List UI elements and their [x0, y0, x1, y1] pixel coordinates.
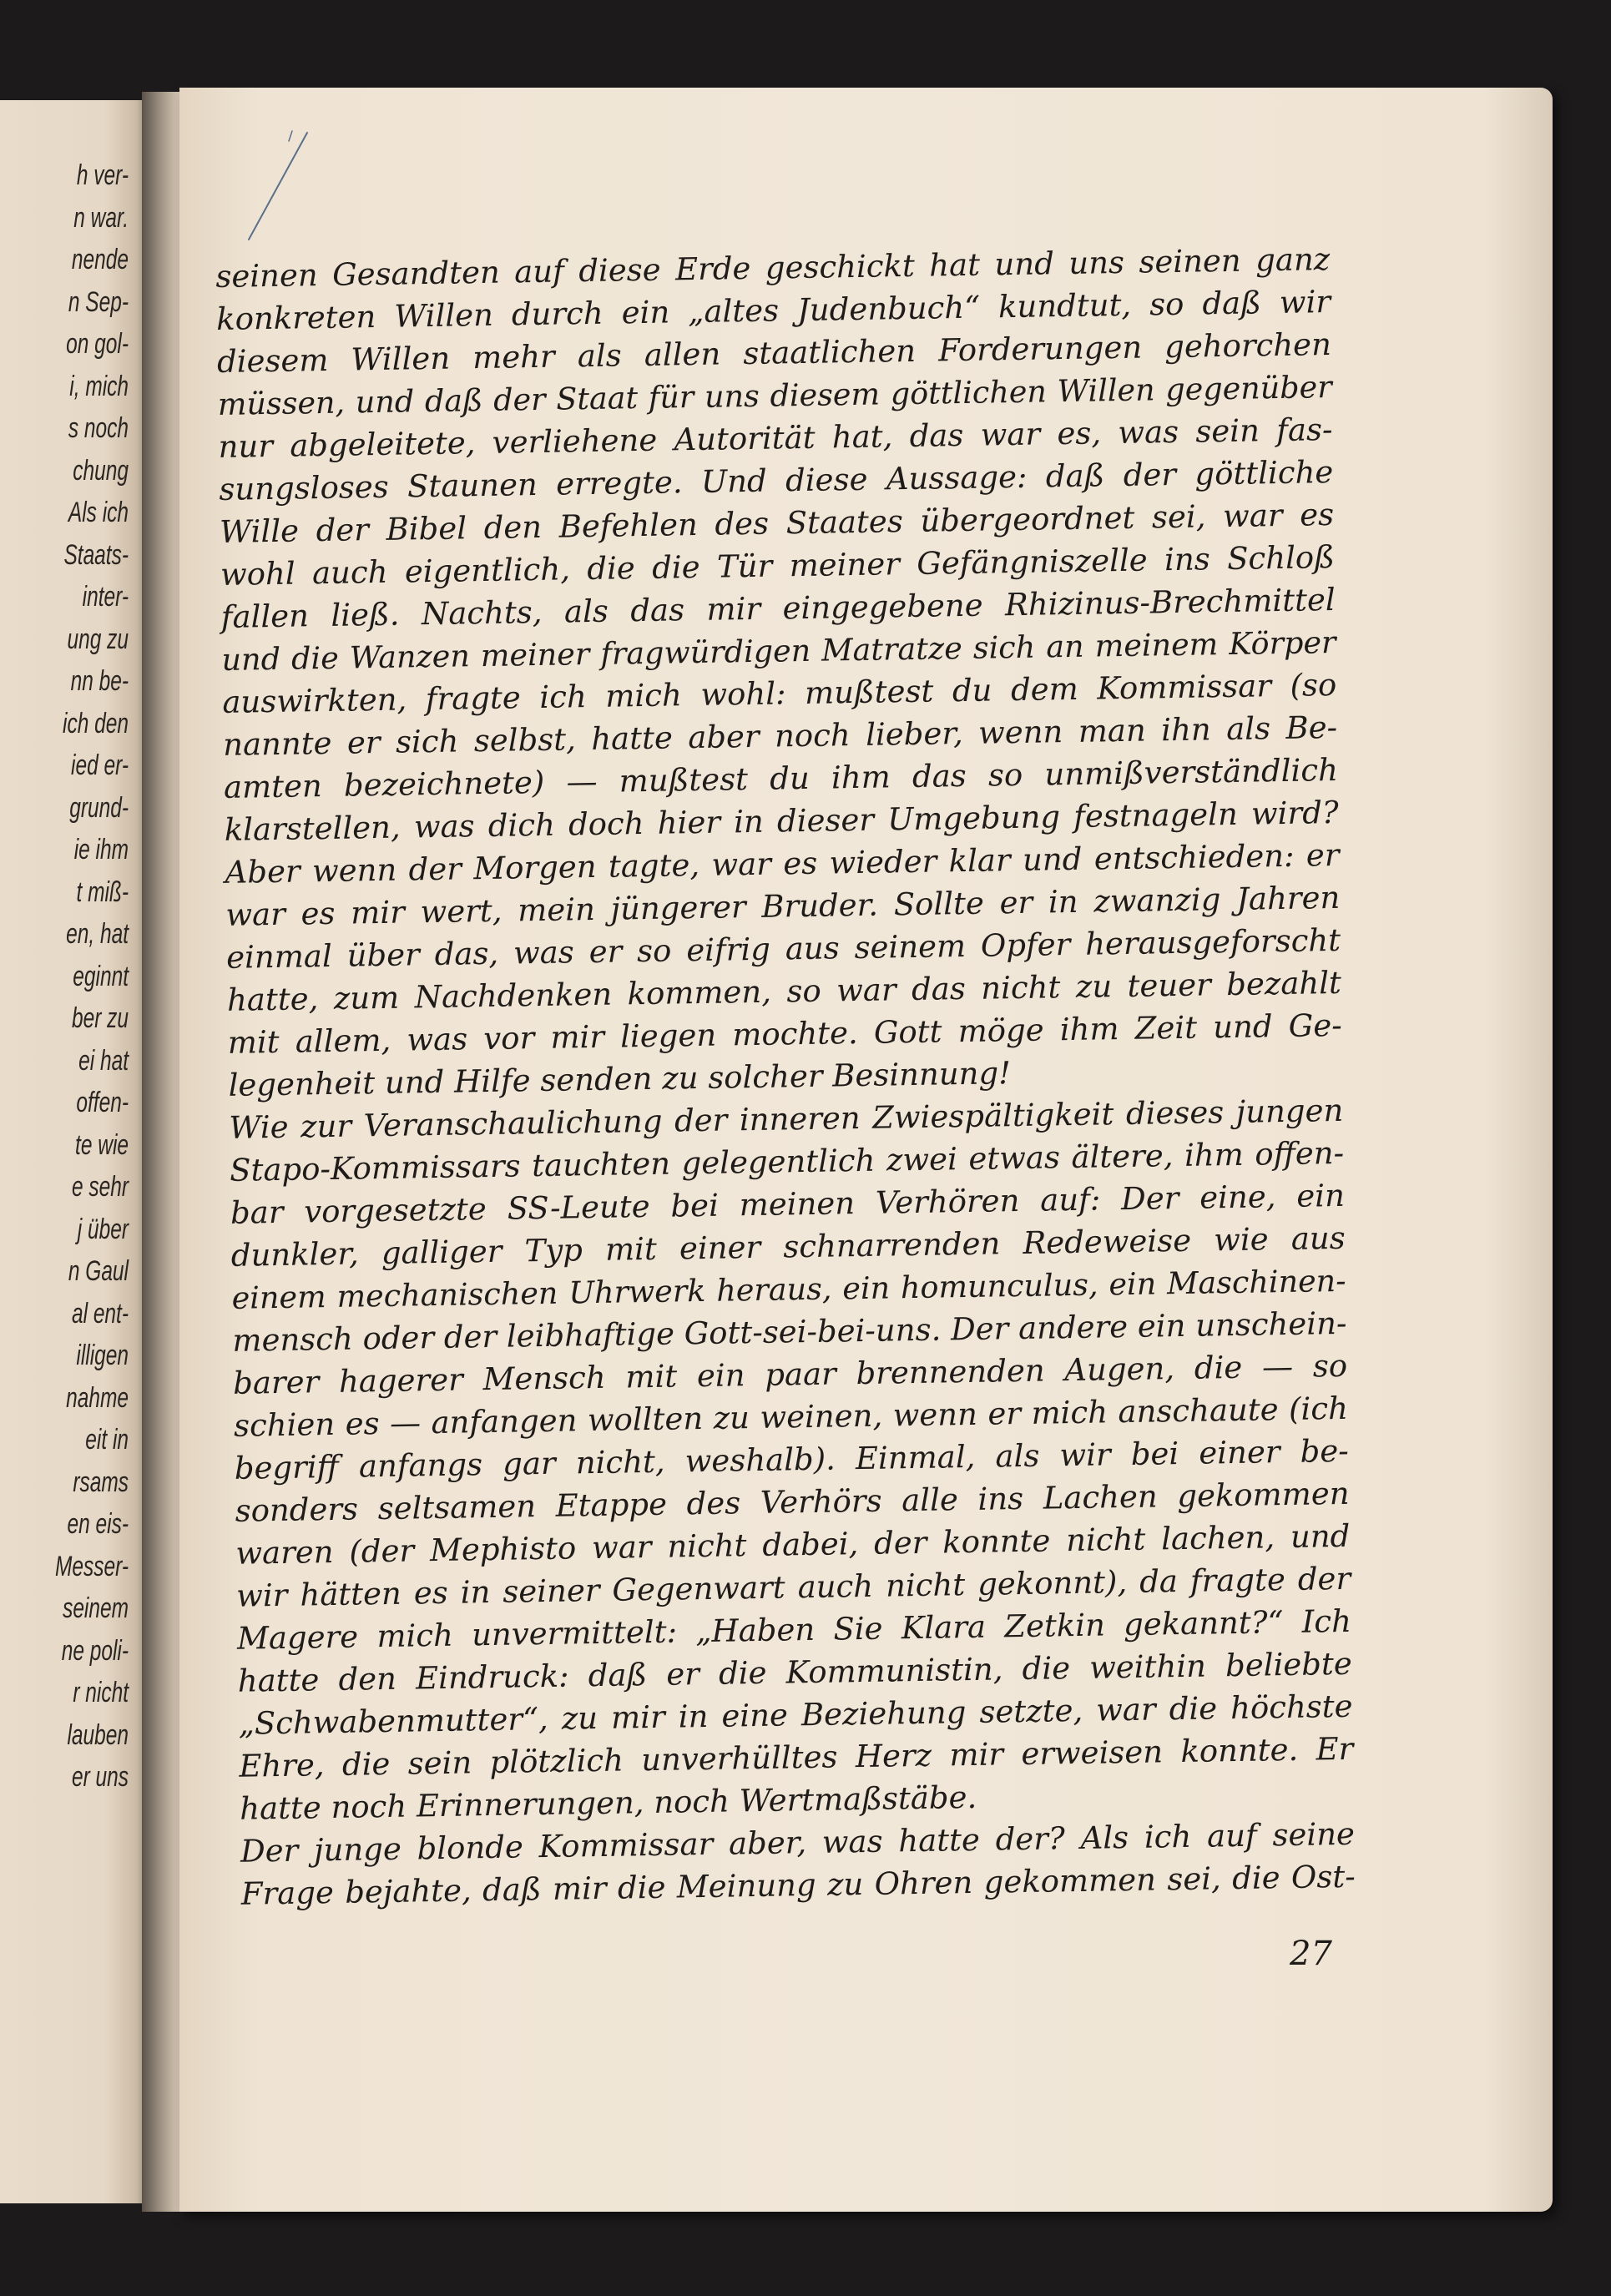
text-line: hatte noch Erinnerungen, noch Wertmaßstäbe. — [239, 1779, 977, 1827]
previous-page-fragment: i, mich — [69, 370, 129, 402]
text-line: sonders seltsamen Etappe des Verhörs alle ins Lachen gekommen — [235, 1475, 1350, 1529]
text-line: nur abgeleitete, verliehene Autorität hat, das war es, was sein fas- — [218, 411, 1333, 465]
text-line: müssen, und daß der Staat für uns diesem göttlichen Willen gegenüber — [217, 369, 1332, 422]
text-line: mensch oder der leibhaftige Gott-sei-bei-uns. Der andere ein unschein- — [232, 1304, 1347, 1359]
previous-page-fragment: er uns — [71, 1761, 129, 1793]
previous-page-fragment: h ver- — [76, 159, 129, 191]
text-line: auswirkten, fragte ich mich wohl: mußtest du dem Kommissar (so — [222, 666, 1337, 720]
previous-page-fragment: chung — [73, 454, 129, 487]
previous-page-fragment: rsams — [73, 1466, 129, 1498]
text-line: sungsloses Staunen erregte. Und diese Aussage: daß der göttliche — [219, 453, 1334, 507]
text-line: Magere mich unvermittelt: „Haben Sie Klara Zetkin gekannt?“ Ich — [236, 1602, 1352, 1657]
text-line: Ehre, die sein plötzlich unverhülltes Herz mir erweisen konnte. Er — [239, 1730, 1354, 1784]
pen-mark-icon — [242, 129, 317, 246]
text-line: Frage bejahte, daß mir die Meinung zu Ohren gekommen sei, die Ost- — [240, 1858, 1356, 1912]
text-line: wir hätten es in seiner Gegenwart auch nicht gekonnt), da fragte der — [235, 1560, 1351, 1614]
previous-page-fragment: s noch — [68, 412, 129, 444]
text-line: war es mir wert, mein jüngerer Bruder. Sollte er in zwanzig Jahren — [225, 879, 1341, 933]
text-line: bar vorgesetzte SS-Leute bei meinen Verhören auf: Der eine, ein — [230, 1177, 1346, 1231]
text-line: konkreten Willen durch ein „altes Judenbuch“ kundtut, so daß wir — [215, 284, 1331, 337]
previous-page-fragment: lauben — [67, 1718, 129, 1751]
previous-page-fragment: ei hat — [78, 1044, 129, 1077]
body-text — [215, 238, 1356, 1915]
previous-page-fragment: j über — [77, 1213, 129, 1245]
previous-page-fragment: te wie — [75, 1128, 129, 1161]
text-line: wohl auch eigentlich, die die Tür meiner Gefängniszelle ins Schloß — [220, 538, 1336, 593]
previous-page-fragment: nn be- — [70, 665, 129, 697]
text-line: Aber wenn der Morgen tagte, war es wieder klar und entschieden: er — [225, 836, 1340, 891]
text-line: begriff anfangs gar nicht, weshalb). Einmal, als wir bei einer be- — [234, 1432, 1350, 1486]
previous-page-fragment: grund- — [69, 791, 129, 824]
previous-page-fragment: eginnt — [73, 960, 129, 992]
previous-page-fragment: al ent- — [71, 1297, 129, 1330]
previous-page-fragment: ied er- — [71, 749, 129, 781]
previous-page-fragment: offen- — [76, 1087, 129, 1118]
previous-page-fragment: inter- — [82, 581, 129, 613]
previous-page-edge — [0, 100, 149, 2203]
text-line: fallen ließ. Nachts, als das mir eingegebene Rhizinus-Brechmittel — [220, 581, 1336, 635]
previous-page-fragment: Als ich — [68, 497, 129, 528]
text-line: klarstellen, was dich doch hier in dieser Umgebung festnageln wird? — [224, 794, 1339, 848]
previous-page-fragment: illigen — [76, 1340, 129, 1371]
text-line: Wie zur Veranschaulichung der inneren Zwiespältigkeit dieses jungen — [229, 1092, 1344, 1146]
previous-page-fragment: n Sep- — [68, 285, 129, 318]
text-line: legenheit und Hilfe senden zu solcher Besinnung! — [228, 1055, 1012, 1103]
text-line: nannte er sich selbst, hatte aber noch lieber, wenn man ihn als Be- — [222, 709, 1338, 763]
text-line: dunkler, galliger Typ mit einer schnarrenden Redeweise wie aus — [230, 1219, 1346, 1274]
text-line: amten bezeichnete) — mußtest du ihm das so unmißverständlich — [223, 751, 1339, 805]
text-line: und die Wanzen meiner fragwürdigen Matratze sich an meinem Körper — [221, 623, 1336, 678]
text-line: einem mechanischen Uhrwerk heraus, ein homunculus, ein Maschinen- — [231, 1262, 1346, 1316]
page-number: 27 — [1290, 1935, 1332, 1973]
text-line: hatte den Eindruck: daß er die Kommunistin, die weithin beliebte — [237, 1645, 1353, 1699]
previous-page-fragment: ie ihm — [73, 834, 129, 865]
previous-page-fragment: ne poli- — [61, 1634, 129, 1667]
text-line: barer hagerer Mensch mit ein paar brennenden Augen, die — so — [232, 1347, 1348, 1401]
previous-page-fragment: nende — [71, 244, 129, 275]
previous-page-fragment: seinem — [63, 1592, 129, 1624]
text-line: schien es — anfangen wollten zu weinen, wenn er mich anschaute (ich — [233, 1390, 1349, 1444]
text-line: waren (der Mephisto war nicht dabei, der konnte nicht lachen, und — [235, 1517, 1351, 1572]
text-line: seinen Gesandten auf diese Erde geschickt hat und uns seinen ganz — [215, 241, 1331, 295]
text-line: mit allem, was vor mir liegen mochte. Gott möge ihm Zeit und Ge- — [227, 1007, 1342, 1061]
previous-page-fragment: t miß- — [76, 876, 129, 908]
previous-page-fragment: n Gaul — [68, 1255, 129, 1287]
previous-page-fragment: en eis- — [67, 1508, 129, 1540]
previous-page-fragment: ung zu — [67, 623, 129, 655]
previous-page-fragment: r nicht — [73, 1677, 129, 1708]
previous-page-fragment: ber zu — [71, 1002, 129, 1034]
previous-page-fragment: nahme — [66, 1381, 129, 1414]
text-line: Der junge blonde Kommissar aber, was hatte der? Als ich auf seine — [240, 1815, 1356, 1870]
text-line: Wille der Bibel den Befehlen des Staates übergeordnet sei, war es — [219, 496, 1335, 550]
previous-page-fragment: eit in — [85, 1424, 129, 1456]
text-line: Stapo-Kommissars tauchten gelegentlich zwei etwas ältere, ihm offen- — [229, 1134, 1345, 1188]
text-line: einmal über das, was er so eifrig aus seinem Opfer herausgeforscht — [225, 921, 1341, 976]
previous-page-fragment: n war. — [73, 201, 129, 234]
previous-page-fragment: on gol- — [66, 328, 129, 360]
previous-page-fragment: Messer- — [55, 1550, 129, 1582]
previous-page-fragment: en, hat — [66, 918, 129, 950]
text-line: hatte, zum Nachdenken kommen, so war das nicht zu teuer bezahlt — [226, 964, 1342, 1018]
previous-page-fragment: Staats- — [63, 538, 129, 571]
text-line: „Schwabenmutter“, zu mir in eine Beziehung setzte, war die höchste — [238, 1688, 1353, 1742]
previous-page-fragment: ich den — [63, 707, 129, 739]
text-line: diesem Willen mehr als allen staatlichen Forderungen gehorchen — [216, 326, 1332, 380]
previous-page-fragment: e sehr — [71, 1171, 129, 1203]
